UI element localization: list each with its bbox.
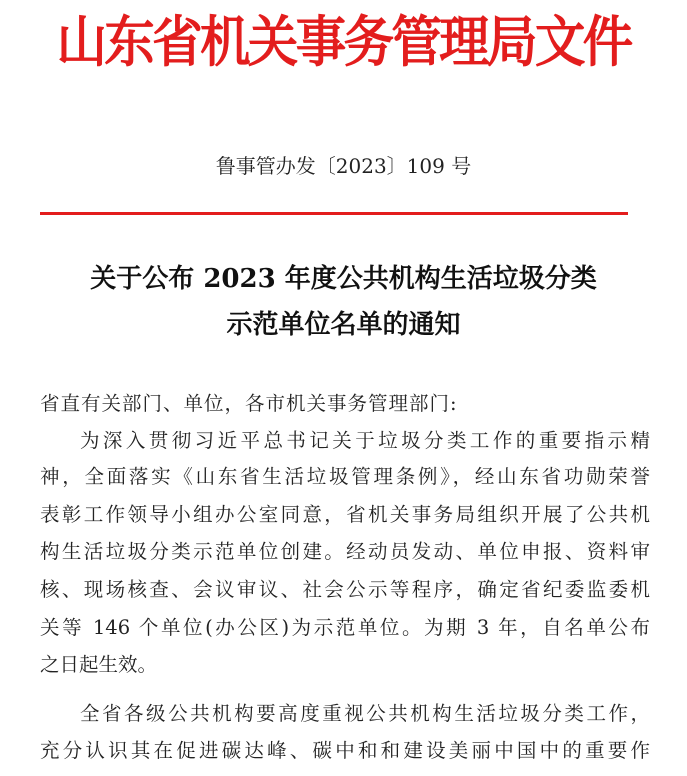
paragraph-1-line-2: 神，全面落实《山东省生活垃圾管理条例》，经山东省功勋荣誉 [40, 465, 650, 488]
paragraph-1-line-7: 之日起生效。 [40, 653, 158, 676]
paragraph-1-line-4: 构生活垃圾分类示范单位创建。经动员发动、单位申报、资料审 [40, 540, 650, 563]
document-number: 鲁事管办发〔2023〕109 号 [215, 154, 472, 178]
paragraph-2-line-1: 全省各级公共机构要高度重视公共机构生活垃圾分类工作， [80, 702, 650, 725]
paragraph-1-line-6: 关等 146 个单位(办公区)为示范单位。为期 3 年，自名单公布 [40, 616, 650, 639]
notice-title-line-1: 关于公布 2023 年度公共机构生活垃圾分类 [90, 264, 597, 294]
document-issuer-header: 山东省机关事务管理局文件 [56, 10, 631, 74]
paragraph-1-line-1: 为深入贯彻习近平总书记关于垃圾分类工作的重要指示精 [80, 429, 650, 452]
paragraph-2-line-2: 充分认识其在促进碳达峰、碳中和和建设美丽中国中的重要作 [40, 739, 650, 762]
red-separator-line [40, 212, 628, 215]
notice-title-line-2: 示范单位名单的通知 [226, 310, 461, 340]
paragraph-1-line-5: 核、现场核查、会议审议、社会公示等程序，确定省纪委监委机 [40, 578, 650, 601]
paragraph-1-line-3: 表彰工作领导小组办公室同意，省机关事务局组织开展了公共机 [40, 503, 650, 526]
salutation: 省直有关部门、单位，各市机关事务管理部门: [40, 392, 458, 415]
